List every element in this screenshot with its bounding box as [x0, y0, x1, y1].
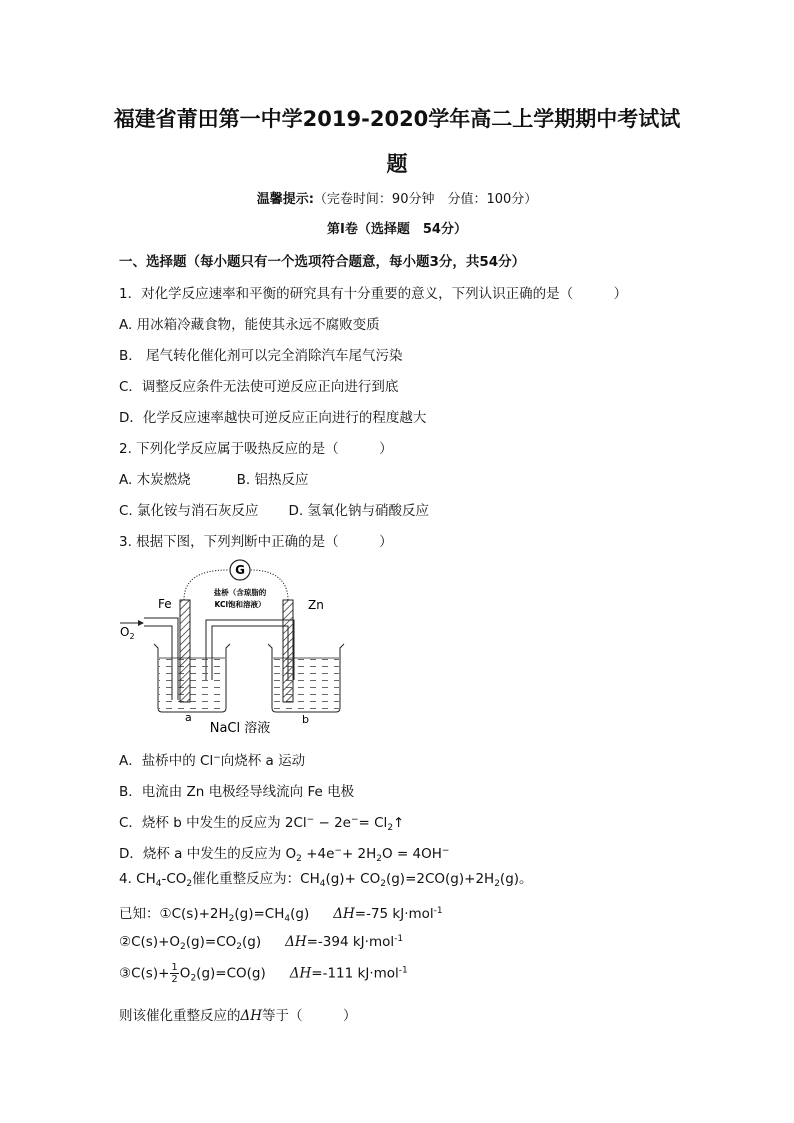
q2-option-b: B. 铝热反应	[236, 472, 309, 488]
q1-option-a: A. 用冰箱冷藏食物，能使其永远不腐败变质	[119, 317, 380, 333]
q4-reaction-3: ③C(s)+ $\frac{1}{2}$ $O_2(g)=CO(g)$ ΔH=-111 kJ·mol$^{-1}$	[119, 962, 408, 985]
fe-electrode	[180, 600, 190, 702]
q2-options-ab	[119, 468, 308, 488]
q4-reaction-2: $②C(s)+O_2(g)=CO_2(g)$ ΔH=-394 kJ·mol$^{-1}$	[119, 934, 404, 952]
q3-stem: 3. 根据下图，下列判断中正确的是（ ）	[119, 534, 393, 550]
q4-stem: 4. $CH_4-CO_2$催化重整反应为：$CH_4(g)+ CO_2(g)=2CO(g)+2H_2(g)$。	[119, 871, 533, 889]
section-heading: 一、选择题（每小题只有一个选项符合题意，每小题3分，共54分）	[119, 254, 526, 270]
q3-option-c: C．烧杯 b 中发生的反应为 $2Cl^- - 2e^-= Cl_2↑$	[119, 815, 405, 833]
q1-option-d: D．化学反应速率越快可逆反应正向进行的程度越大	[119, 410, 427, 426]
zn-electrode	[283, 600, 293, 702]
q3-option-d: D．烧杯 a 中发生的反应为 $O_2 +4e^-+ 2H_2O = 4OH^-$	[119, 846, 450, 864]
salt-bridge-label1: 盐桥（含琼脂的	[213, 588, 267, 597]
zn-label: Zn	[308, 598, 324, 612]
q1-option-c: C．调整反应条件无法使可逆反应正向进行到底	[119, 379, 399, 395]
tip-text: （完卷时间：90分钟 分值：100分）	[313, 192, 538, 207]
fe-label: Fe	[158, 597, 172, 611]
exam-title-line1: 福建省莆田第一中学2019-2020学年高二上学期期中考试试	[113, 107, 681, 131]
tip-label: 温馨提示:	[256, 192, 314, 207]
q2-options-cd	[119, 499, 429, 519]
q1-stem: 1．对化学反应速率和平衡的研究具有十分重要的意义，下列认识正确的是（ ）	[119, 286, 628, 302]
exam-title-line2: 题	[386, 152, 408, 176]
fraction-one-half: $\frac{1}{2}$	[171, 962, 178, 985]
part-title: 第Ⅰ卷（选择题 54分）	[327, 222, 467, 237]
q1-option-b: B． 尾气转化催化剂可以完全消除汽车尾气污染	[119, 348, 403, 364]
q2-option-d: D. 氢氧化钠与硝酸反应	[288, 503, 429, 519]
galvanic-cell-figure	[118, 558, 348, 738]
o2-label: $O_2$	[120, 625, 135, 641]
q4-question: 则该催化重整反应的ΔH等于（ ）	[119, 1008, 357, 1024]
q2-option-c: C. 氯化铵与消石灰反应	[119, 503, 259, 519]
q2-option-a: A. 木炭燃烧	[119, 472, 191, 488]
beaker-b-label: b	[302, 713, 309, 726]
beaker-a-label: a	[185, 711, 192, 724]
q2-stem: 2. 下列化学反应属于吸热反应的是（ ）	[119, 441, 393, 457]
q3-option-b: B．电流由 Zn 电极经导线流向 Fe 电极	[119, 784, 355, 800]
q4-reaction-1: 已知：$①C(s)+2H_2(g)=CH_4(g)$ ΔH=-75 kJ·mol$^{-1}$	[119, 906, 443, 924]
galvanometer-label: G	[235, 563, 245, 577]
salt-bridge-label2: KCl饱和溶液）	[214, 600, 266, 609]
nacl-label: NaCl 溶液	[209, 721, 271, 736]
q3-option-a: A．盐桥中的 Cl−向烧杯 a 运动	[119, 753, 306, 769]
exam-tip	[100, 188, 694, 207]
